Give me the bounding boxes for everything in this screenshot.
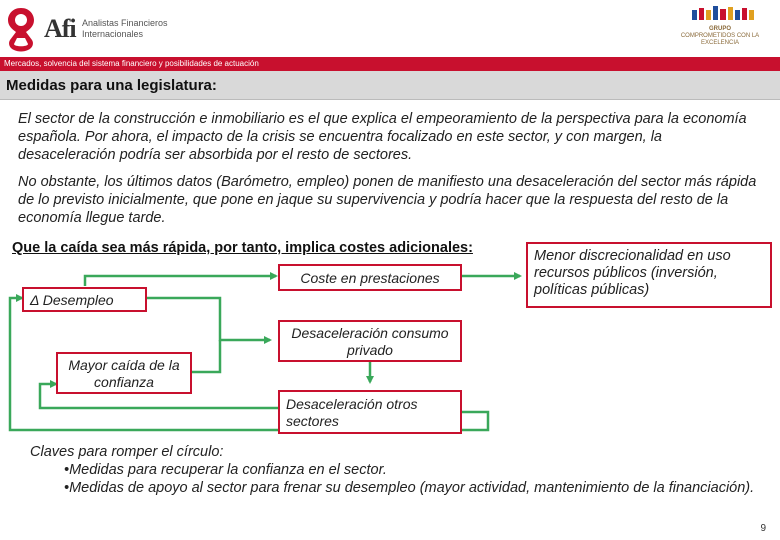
page-title: Medidas para una legislatura:	[6, 77, 217, 94]
diagram-question: Que la caída sea más rápida, por tanto, implica costes adicionales:	[12, 240, 473, 256]
brand-subtitle: Analistas Financieros Internacionales	[82, 18, 168, 39]
paragraph-1: El sector de la construcción e inmobiliario es el que explica el empeoramiento de la perspectiva para la economía española. Por ahora, el impacto de la crisis se encuentra focalizado en este sector, y con margen, la desaceleración podría ser absorbida por el resto de sectores.	[18, 111, 747, 163]
node-desempleo: Δ Desempleo	[22, 287, 147, 312]
node-menor-discrecionalidad: Menor discrecionalidad en uso recursos públicos (inversión, políticas públicas)	[526, 242, 772, 308]
claves-intro: Claves para romper el círculo:	[30, 444, 224, 460]
arrow-desempleo-consumo	[147, 298, 270, 340]
claves-item-2: •Medidas de apoyo al sector para frenar su desempleo (mayor actividad, mantenimiento de la financiación).	[64, 480, 755, 496]
grupo-title: GRUPO	[708, 26, 731, 32]
claves-item-1: •Medidas para recuperar la confianza en el sector.	[64, 462, 387, 478]
page-number: 9	[760, 523, 766, 534]
arrow-desempleo-coste	[85, 276, 276, 286]
brand-name: Afi	[44, 14, 76, 43]
arrow-confianza-consumo	[192, 340, 220, 372]
node-caida-confianza: Mayor caída de la confianza	[56, 352, 192, 394]
claves-section	[30, 443, 760, 497]
grupo-subtitle: COMPROMETIDOS CON LA EXCELENCIA	[680, 33, 760, 46]
section-label: Mercados, solvencia del sistema financiero y posibilidades de actuación	[4, 59, 259, 68]
node-desaceleracion-consumo: Desaceleración consumo privado	[278, 320, 462, 362]
node-coste-prestaciones: Coste en prestaciones	[278, 264, 462, 291]
node-desaceleracion-otros: Desaceleración otros sectores	[278, 390, 462, 434]
paragraph-2: No obstante, los últimos datos (Barómetro, empleo) ponen de manifiesto una desaceleración del sector más rápida de lo previsto inicialmente, que pone en jaque su supervivencia y podría hacer que la respuesta del resto de la economía llegue tarde.	[18, 174, 757, 226]
